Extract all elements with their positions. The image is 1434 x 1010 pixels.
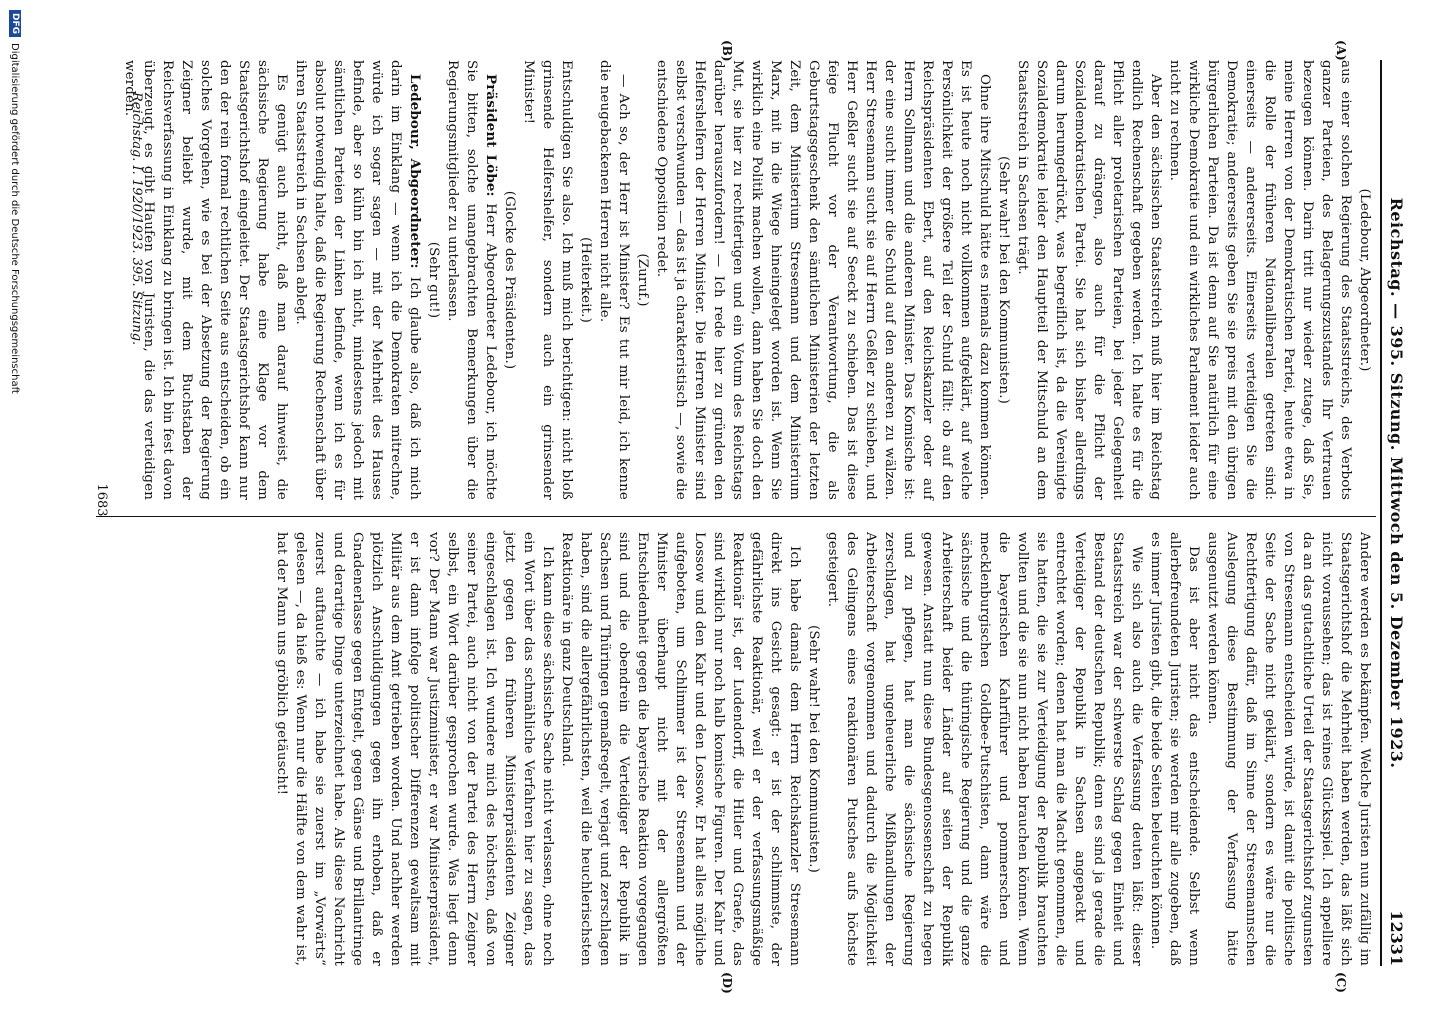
speaker-name: Ledebour, Abgeordneter:: [407, 74, 423, 269]
paragraph: Präsident Löbe: Herr Abgeordneter Ledebour, ich möchte Sie bitten, solche unangebrachten Bemerkungen über die Regierungsmitglieder zu unterlassen.: [445, 60, 499, 500]
paragraph: (Zuruf.): [635, 253, 650, 307]
paragraph: Aber den sächsischen Staatsstreich muß hier im Reichstag endlich Rechenschaft gegeben werden. Ich halte es für die Pflicht aller proletarischen Parteien, bei jeder Gelegenheit darauf zu drängen, also auch für die Pflicht der Sozialdemokratischen Partei. Sie hat sich bisher allerdings darum herumgedrückt, was begreiflich ist, da die Vereinigte Sozialdemokratie leider den Hauptteil der Mitschuld an dem Staatsstreich in Sachsen trägt.: [1015, 60, 1163, 500]
footer-page-number: 1683: [94, 483, 109, 517]
right-column: [272, 532, 1374, 966]
dfg-logo: DFG: [9, 10, 21, 37]
paragraph: Andere werden es bekämpfen. Welche Juristen nun zufällig im Staatsgerichtshof die Mehrheit haben werden, das läßt sich nicht voraussehen; das ist reines Glücksspiel. Ich appelliere da an das gutachtliche Urteil der Staatsgerichtshof zugunsten von Stresemann entscheiden würde, ist damit die politische Seite der Sache nicht geklärt, sondern es wäre nur die Rechtfertigung dafür, daß im Sinne der Stresemannschen Auslegung diese Bestimmung der Verfassung hätte ausgenutzt werden können.: [1205, 532, 1372, 966]
paragraph: aus einer solchen Regierung des Staatsstreichs, des Verbots ganzer Parteien, des Belagerungszustandes Ihr Vertrauen bezeugen können. Darin tritt nur wieder zutage, daß Sie, meine Herren von der Demokratischen Partei, heute etwa in die Rolle der früheren Nationalliberalen getreten sind: einerseits — andererseits. Einerseits verteidigen Sie die Demokratie; andererseits geben Sie sie preis mit den übrigen bürgerlichen Parteien. Da ist denn auf Sie natürlich für eine wirkliche Demokratie und ein wirkliches Parlament leider auch nicht zu rechnen.: [1167, 60, 1353, 500]
paragraph: (Glocke des Präsidenten.): [502, 190, 517, 370]
paragraph: (Sehr wahr! bei den Kommunisten.): [996, 156, 1011, 404]
margin-marker-d: (D): [720, 972, 734, 994]
margin-marker-c: (C): [1334, 972, 1348, 993]
page-header: [1384, 60, 1410, 966]
paragraph: Entschuldigen Sie also. Ich muß mich berichtigen: nicht bloß grinsende Helfershelfer, sondern auch ein grinsender Minister!: [521, 60, 574, 500]
footer-citation: Reichstag. I. 1920/1923. 395. Sitzung.: [129, 92, 144, 346]
paragraph: (Sehr wahr! bei den Kommunisten.): [806, 625, 821, 873]
digitization-text: Digitalisierung gefördert durch die Deutsche Forschungsgemeinschaft: [9, 43, 21, 394]
speaker-name: Präsident Löbe:: [483, 74, 499, 197]
page-title: Reichstag. — 395. Sitzung. Mittwoch den 5. Dezember 1923.: [1387, 197, 1407, 769]
digitization-notice: [4, 0, 26, 1010]
paragraph: Das ist aber nicht das entscheidende. Selbst wenn allerbefreundeten Juristen; sie werden mir alle zugeben, daß es immer Juristen gibt, die beide Seiten beleuchten können.: [1148, 532, 1201, 966]
page-number: 12331: [1387, 910, 1407, 966]
paragraph: (Ledebour, Abgeordneter.): [1357, 188, 1372, 372]
paragraph: Ich kann diese sächsische Sache nicht verlassen, ohne noch ein Wort über das schmähliche Verfahren hier zu sagen, das jetzt gegen den früheren Ministerpräsidenten Zeigner eingeschlagen ist. Ich wundere mich des höchsten, daß von seiner Partei, auch nicht von der Partei des Herrn Zeigner selbst, ein Wort darüber gesprochen wurde. Was liegt denn vor? Der Mann war Justizminister, er war Ministerpräsident, er ist dann infolge politischer Differenzen gewaltsam mit Militär aus dem Amt getrieben worden. Und nachher werden plötzlich Anschuldigungen gegen ihn erhoben, daß er Gnadenerlasse gegen Entgelt, gegen Gänse und Brillantringe und derartige Dinge unterzeichnet habe. Als diese Nachricht zuerst auftauchte — ich habe sie zuerst im „Vorwärts“ gelesen —, da hieß es: Wenn nur die Hälfte von dem wahr ist, hat der Mann uns gröblich getäuscht!: [274, 532, 555, 966]
paragraph: — Ach so, der Herr ist Minister? Es tut mir leid, ich kenne die neugebackenen Herren nicht alle.: [597, 60, 631, 500]
column-divider: [96, 516, 1376, 517]
paragraph: Ich habe damals dem Herrn Reichskanzler Stresemann direkt ins Gesicht gesagt: er ist der schlimmste, der gefährlichste Reaktionär, weil er der verfassungsmäßige Reaktionär ist, der Ludendorff, die Hitler und Graefe, das sind wirklich nur noch halb komische Figuren. Der Kahr und Lossow und den Kahr und den Lossow. Er hat alles mögliche aufgeboten, um Schlimmer ist der Stresemann und der Minister überhaupt nicht mit der allergrößten Entschiedenheit gegen die bayerische Reaktion vorgegangen sind und die obendrein die Verteidiger der Republik in Sachsen und Thüringen gemaßregelt, verjagt und zerschlagen haben, sind die allergefährlichsten, weil die heuchlerischsten Reaktionäre in ganz Deutschland.: [559, 532, 802, 966]
paragraph: Ledebour, Abgeordneter: Ich glaube also, daß ich mich darin im Einklang — wenn ich die Demokraten mitrechne, würde ich sogar sagen — mit der Mehrheit des Hauses befinde, aber so kühn bin ich nicht, mindestens jedoch mit sämtlichen Parteien der Linken befinde, wenn ich es für absolut notwendig halte, daß die Regierung Rechenschaft über ihren Staatsstreich in Sachsen ablegt.: [293, 60, 423, 500]
margin-marker-a: (A): [1334, 40, 1348, 61]
paragraph: Ohne ihre Mitschuld hätte es niemals dazu kommen können. Es ist heute noch nicht vollkommen aufgeklärt, auf welche Persönlichkeit der größere Teil der Schuld fällt: ob auf den Reichspräsidenten Ebert, auf den Reichskanzler oder auf Herrn Sollmann und die anderen Minister. Das Komische ist: der eine sucht immer die Schuld auf den anderen zu wälzen. Herr Stresemann sucht sie auf Herrn Geßler zu schieben, und Herr Geßler sucht sie auf Seeckt zu schieben. Das ist diese feige Flucht vor der Verantwortung, die als Geburtstagsgeschenk den sämtlichen Ministerien der letzten Zeit, dem Ministerium Stresemann und dem Ministerium Marx, mit in die Wiege hineingelegt worden ist. Wenn Sie wirklich eine Politik machen wollen, dann haben Sie doch den Mut, sie hier zu rechtfertigen und ein Votum des Reichstags darüber herauszufordern! — Ich rede hier zu gründen den Helfershelfern der Herren Minister. Die Herren Minister sind selbst verschwunden — das ist ja charakteristisch —, sowie die entschiedene Opposition redet.: [654, 60, 992, 500]
left-column: [120, 60, 1374, 500]
paragraph: (Heiterkeit.): [578, 237, 593, 323]
paragraph: Es genügt auch nicht, daß man darauf hinweist, die sächsische Regierung habe eine Klage vor dem Staatsgerichtshof eingeleitet. Der Staatsgerichtshof kann nur den der rein formal rechtlichen Seite aus entscheiden, ob ein solches Vorgehen, wie es bei der Absetzung der Regierung Zeigner beliebt wurde, mit dem Buchstaben der Reichsverfassung in Einklang zu bringen ist. Ich bin fest davon überzeugt, es gibt Haufen von Juristen, die das verteidigen werden.: [122, 60, 289, 500]
margin-marker-b: (B): [720, 40, 734, 62]
paragraph: (Sehr gut!): [426, 241, 441, 319]
paragraph: Wie sich also auch die Verfassung deuten läßt: dieser Staatsstreich war der schwerste Schlag gegen Einheit und Bestand der deutschen Republik; denn es sind ja gerade die Verteidiger der Republik in Sachsen angepackt und entrechtet worden; denen hat man die Macht genommen, die sie hatten, die sie zur Verteidigung der Republik brauchten wollten und die sie nun nicht haben brauchen können. Wenn die bayerischen Kahrführer und pommerschen und mecklenburgischen Goldbee-Putschisten, dann wäre die sächsische und die thüringische Regierung und die ganze Arbeiterschaft beider Länder auf seiten der Republik gewesen. Anstatt nun diese Bundesgenossenschaft zu hegen und zu pflegen, hat man die sächsische Regierung zerschlagen, hat ungeheuerliche Mißhandlungen der Arbeiterschaft vorgenommen und dadurch die Möglichkeit des Gelingens eines reaktionären Putsches aufs höchste gesteigert.: [825, 532, 1144, 966]
header-rule: [1380, 60, 1382, 966]
